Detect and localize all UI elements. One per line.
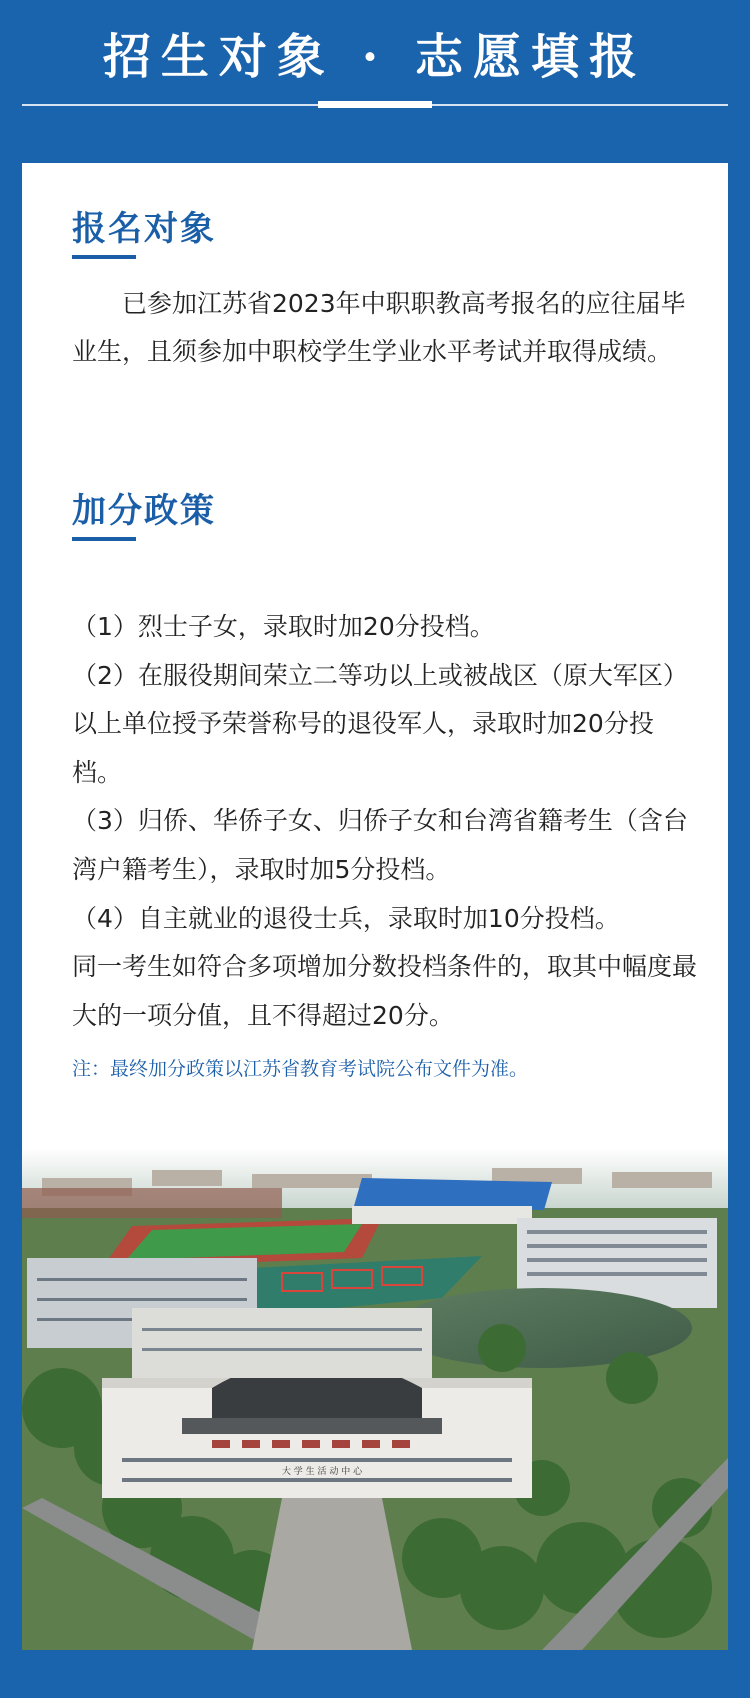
section-title-enrollment: 报名对象 (72, 209, 216, 249)
list-item: 同一考生如符合多项增加分数投档条件的，取其中幅度最大的一项分值，且不得超过20分。 (72, 952, 698, 1030)
content-panel (22, 163, 728, 1148)
building-sign: 大 学 生 活 动 中 心 (281, 1467, 363, 1477)
list-item: （2）在服役期间荣立二等功以上或被战区（原大军区）以上单位授予荣誉称号的退役军人，录取时加20分投档。 (72, 660, 688, 787)
section-title-bonus-policy: 加分政策 (72, 491, 216, 531)
bonus-policy-list (72, 603, 702, 1040)
page-title: 招生对象 · 志愿填报 (102, 29, 648, 85)
enrollment-paragraph: 已参加江苏省2023年中职职教高考报名的应往届毕业生，且须参加中职校学生学业水平考试并取得成绩。 (72, 289, 686, 366)
campus-aerial-photo (22, 1148, 728, 1650)
header-divider-accent (318, 101, 432, 108)
page-header (0, 0, 750, 150)
list-item: （1）烈士子女，录取时加20分投档。 (72, 612, 495, 641)
footnote: 注：最终加分政策以江苏省教育考试院公布文件为准。 (72, 1058, 529, 1080)
section-underline (72, 255, 136, 259)
list-item: （3）归侨、华侨子女、归侨子女和台湾省籍考生（含台湾户籍考生），录取时加5分投档。 (72, 806, 688, 884)
list-item: （4）自主就业的退役士兵，录取时加10分投档。 (72, 903, 620, 933)
section-underline (72, 537, 136, 541)
